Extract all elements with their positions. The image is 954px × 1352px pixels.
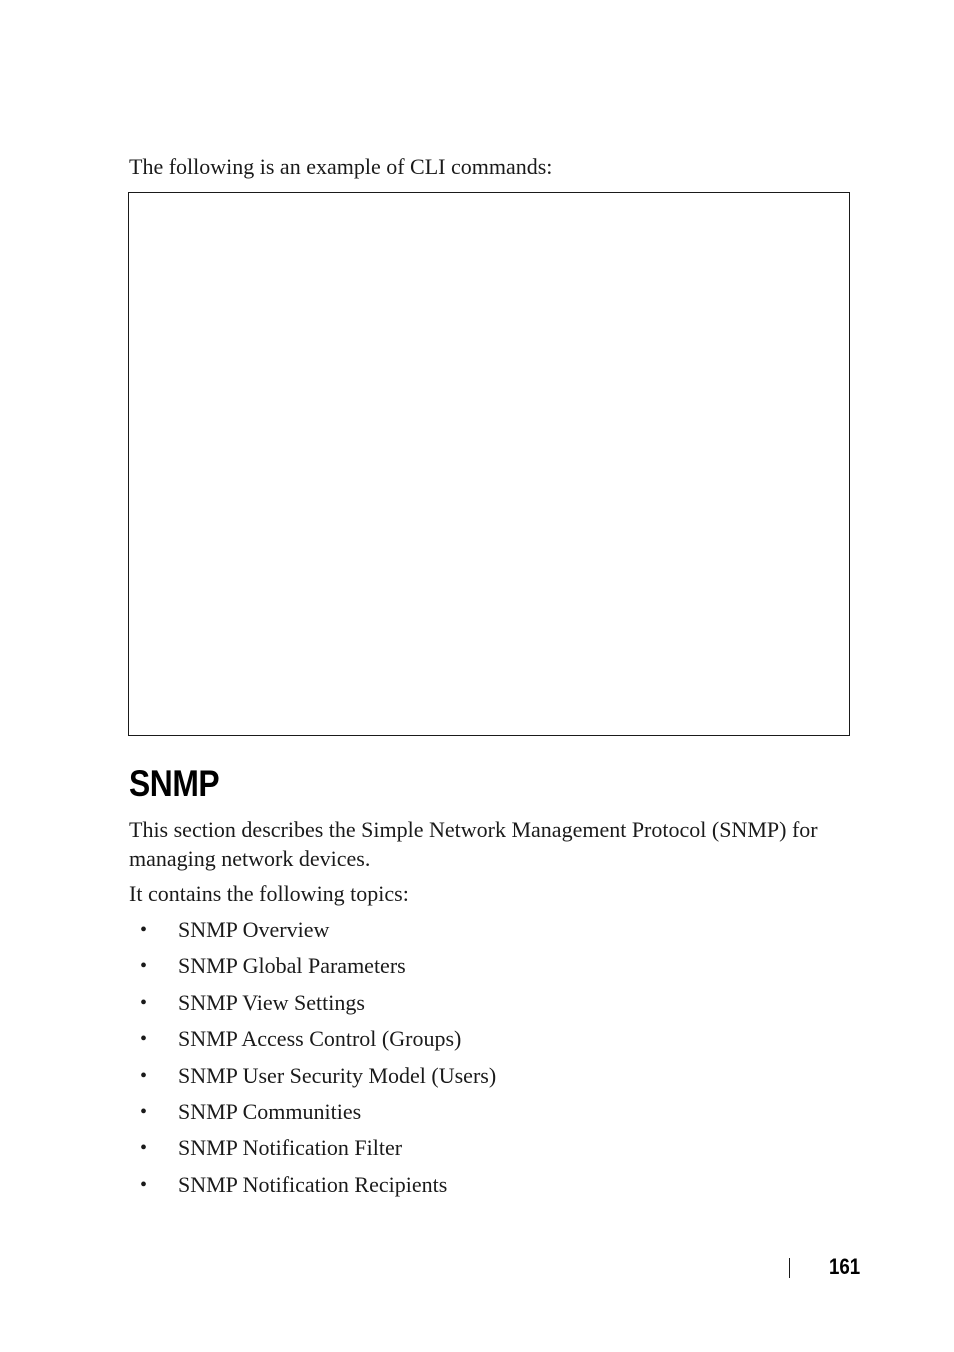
bullet-icon: •	[140, 1173, 148, 1196]
topic-label: SNMP Communities	[178, 1098, 362, 1124]
intro-paragraph: The following is an example of CLI commands:	[129, 154, 553, 179]
section-heading: SNMP	[129, 763, 220, 804]
topic-label: SNMP View Settings	[178, 989, 365, 1015]
topics-lead: It contains the following topics:	[129, 881, 409, 906]
bullet-icon: •	[140, 955, 148, 978]
topic-label: SNMP Notification Recipients	[178, 1171, 448, 1197]
bullet-icon: •	[140, 919, 148, 941]
topic-label: SNMP Global Parameters	[178, 953, 406, 979]
bullet-icon: •	[140, 1100, 148, 1123]
bullet-icon: •	[140, 991, 148, 1014]
bullet-icon: •	[140, 1064, 148, 1087]
section-description: This section describes the Simple Network Management Protocol (SNMP) for managing network devices.	[129, 817, 818, 871]
topic-label: SNMP Overview	[178, 917, 330, 942]
topic-label: SNMP Notification Filter	[178, 1135, 403, 1161]
page-number: 161	[829, 1254, 861, 1279]
cli-example-box	[128, 192, 850, 736]
bullet-icon: •	[140, 1028, 148, 1051]
footer-divider	[789, 1258, 790, 1278]
bullet-icon: •	[140, 1137, 148, 1160]
topic-label: SNMP User Security Model (Users)	[178, 1062, 497, 1088]
topic-label: SNMP Access Control (Groups)	[178, 1026, 462, 1052]
